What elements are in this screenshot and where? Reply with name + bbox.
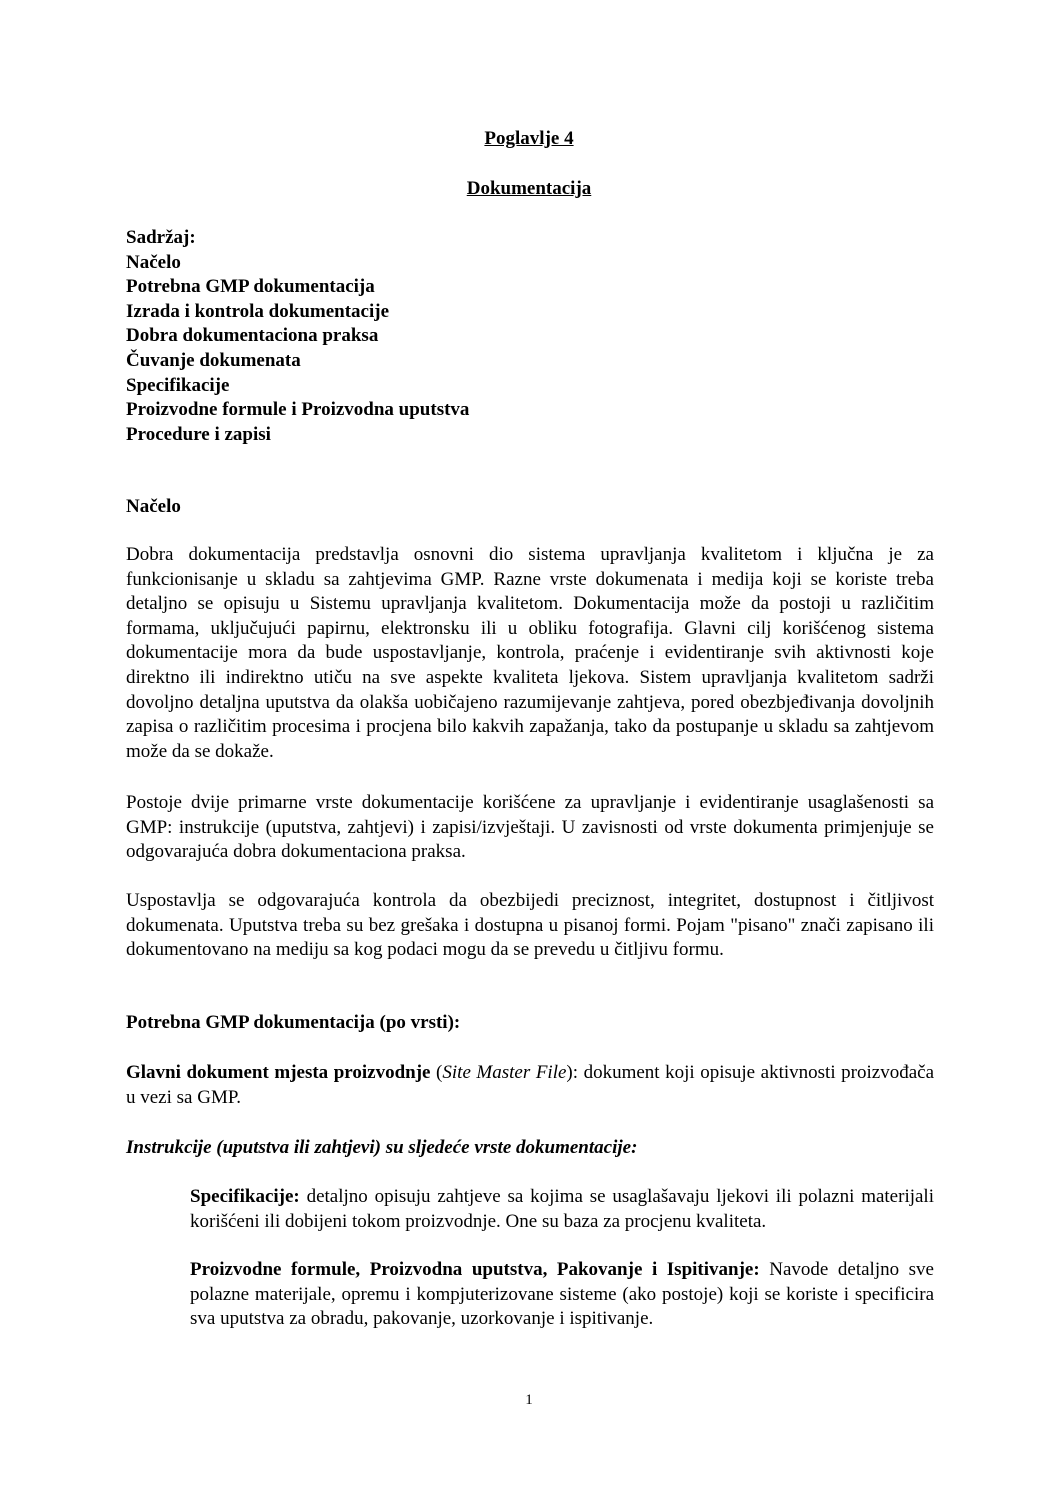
toc-item: Proizvodne formule i Proizvodna uputstva: [126, 399, 470, 421]
paragraph-specifications: [190, 1185, 934, 1234]
paragraph: Postoje dvije primarne vrste dokumentacije korišćene za upravljanje i evidentiranje usaglašenosti sa GMP: instrukcije (uputstva, zahtjevi) i zapisi/izvještaji. U zavisnosti od vrste dokumenta primjenjuje se odgovarajuća dobra dokumentaciona praksa.: [126, 792, 934, 863]
toc-item: Specifikacije: [126, 374, 230, 396]
toc-item: Čuvanje dokumenata: [126, 349, 301, 371]
toc-item: Potrebna GMP dokumentacija: [126, 276, 375, 298]
section-heading-gmp-documentation: Potrebna GMP dokumentacija (po vrsti):: [126, 1012, 461, 1033]
paragraph-production-formulas: [190, 1258, 934, 1332]
spec-term: Specifikacije:: [190, 1186, 300, 1207]
toc-item: Sadržaj:: [126, 227, 196, 248]
page-number: 1: [525, 1392, 533, 1408]
toc-item: Načelo: [126, 251, 181, 273]
formula-term: Proizvodne formule, Proizvodna uputstva, Pakovanje i Ispitivanje:: [190, 1259, 760, 1280]
toc-item: Izrada i kontrola dokumentacije: [126, 300, 390, 322]
smf-english-term: Site Master File: [442, 1062, 567, 1083]
paragraph: Dobra dokumentacija predstavlja osnovni dio sistema upravljanja kvalitetom i ključna je za funkcionisanje u skladu sa zahtjevima GMP. Razne vrste dokumenata i medija koji se koriste treba detaljno se opisuju u Sistemu upravljanja kvalitetom. Dokumentacija može da postoji u različitim formama, uključujući papirnu, elektronsku ili u obliku fotografija. Glavni cilj korišćenog sistema dokumentacije mora da bude uspostavljanje, kontrola, praćenje i evidentiranje svih aktivnosti koje direktno ili indirektno utiču na sve aspekte kvaliteta ljekova. Sistem upravljanja kvalitetom sadrži dovoljno detaljna uputstva da olakša uobičajeno razumijevanje zahtjeva, pored obezbjeđivanja dovoljnih zapisa o različitim procesima i procjena bilo kakvih zapažanja, tako da postupanje u skladu sa zahtjevom može da se dokaže.: [126, 544, 934, 762]
smf-term: Glavni dokument mjesta proizvodnje: [126, 1062, 431, 1083]
paragraph-site-master-file: [126, 1061, 934, 1110]
section-heading-nacelo: Načelo: [126, 496, 181, 517]
text-fragment: (: [430, 1062, 443, 1083]
chapter-title: Poglavlje 4: [484, 128, 574, 149]
text-fragment: detaljno opisuju zahtjeve sa kojima se usaglašavaju ljekovi ili polazni materijali korišćeni ili dobijeni tokom proizvodnje. One su baza za procjenu kvaliteta.: [190, 1186, 934, 1232]
instructions-heading: Instrukcije (uputstva ili zahtjevi) su sljedeće vrste dokumentacije:: [126, 1137, 638, 1158]
paragraph: Uspostavlja se odgovarajuća kontrola da obezbijedi preciznost, integritet, dostupnost i čitljivost dokumenata. Uputstva treba su bez grešaka i dostupna u pisanoj formi. Pojam "pisano" znači zapisano ili dokumentovano na mediju sa kog podaci mogu da se prevedu u čitljivu formu.: [126, 890, 934, 961]
table-of-contents: [126, 226, 469, 447]
text-fragment: ): dokument koji opisuje aktivnosti proizvođača u vezi sa GMP.: [126, 1062, 935, 1108]
text-fragment: Navode detaljno sve polazne materijale, opremu i kompjuterizovane sisteme (ako postoje) koji se koriste i specificira sva uputstva za obradu, pakovanje, uzorkovanje i ispitivanje.: [190, 1259, 934, 1330]
document-title: Dokumentacija: [466, 178, 592, 199]
toc-item: Procedure i zapisi: [126, 423, 271, 445]
toc-item: Dobra dokumentaciona praksa: [126, 325, 379, 347]
